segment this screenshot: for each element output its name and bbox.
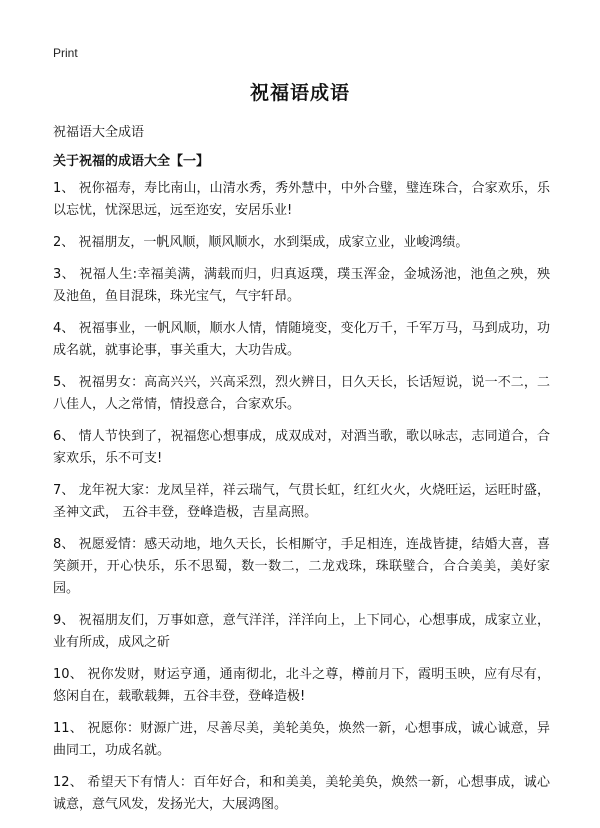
list-item: 6、 情人节快到了，祝福您心想事成，成双成对，对酒当歌，歌以咏志，志同道合，合家欢乐，乐不可支!: [53, 429, 550, 466]
list-item: 3、 祝福人生:幸福美满，满载而归，归真返璞，璞玉浑金，金城汤池，池鱼之殃，殃及池鱼，鱼目混珠，珠光宝气，气宇轩昂。: [53, 267, 550, 304]
list-item: 2、 祝福朋友，一帆风顺，顺风顺水，水到渠成，成家立业，业峻鸿绩。: [53, 235, 469, 250]
list-item: 1、 祝你福寿，寿比南山，山清水秀，秀外慧中，中外合璧，璧连珠合，合家欢乐，乐以忘忧，忧深思远，远至迩安，安居乐业!: [53, 181, 550, 218]
list-item: 5、 祝福男女：高高兴兴，兴高采烈，烈火辨日，日久天长，长话短说，说一不二，二八佳人，人之常情，情投意合，合家欢乐。: [53, 375, 550, 412]
blessing-list: [53, 178, 550, 826]
list-item: 4、 祝福事业，一帆风顺，顺水人情，情随境变，变化万千，千军万马，马到成功，功成名就，就事论事，事关重大，大功告成。: [53, 321, 550, 358]
list-item: 8、 祝愿爱情：感天动地，地久天长，长相厮守，手足相连，连战皆捷，结婚大喜，喜笑颜开，开心快乐，乐不思蜀，数一数二，二龙戏珠，珠联璧合，合合美美，美好家园。: [53, 537, 550, 596]
list-item: 11、 祝愿你：财源广进，尽善尽美，美轮美奂，焕然一新，心想事成，诚心诚意，异曲同工，功成名就。: [53, 721, 550, 758]
list-item: 10、 祝你发财，财运亨通，通南彻北，北斗之尊，樽前月下，霞明玉映，应有尽有，悠闲自在，载歌载舞，五谷丰登，登峰造极!: [53, 667, 550, 704]
list-item: 12、 希望天下有情人：百年好合，和和美美，美轮美奂，焕然一新，心想事成，诚心诚意，意气风发，发扬光大，大展鸿图。: [53, 775, 550, 812]
print-label: Print: [53, 46, 78, 60]
list-item: 7、 龙年祝大家：龙凤呈祥，祥云瑞气，气贯长虹，红红火火，火烧旺运，运旺时盛，圣神文武， 五谷丰登，登峰造极，吉星高照。: [53, 483, 550, 520]
subtitle: 祝福语大全成语: [53, 125, 145, 140]
page-title: 祝福语成语: [249, 82, 350, 104]
section-heading: 关于祝福的成语大全【一】: [53, 154, 210, 169]
list-item: 9、 祝福朋友们，万事如意，意气洋洋，洋洋向上，上下同心，心想事成，成家立业，业有所成，成风之斫: [53, 613, 550, 650]
